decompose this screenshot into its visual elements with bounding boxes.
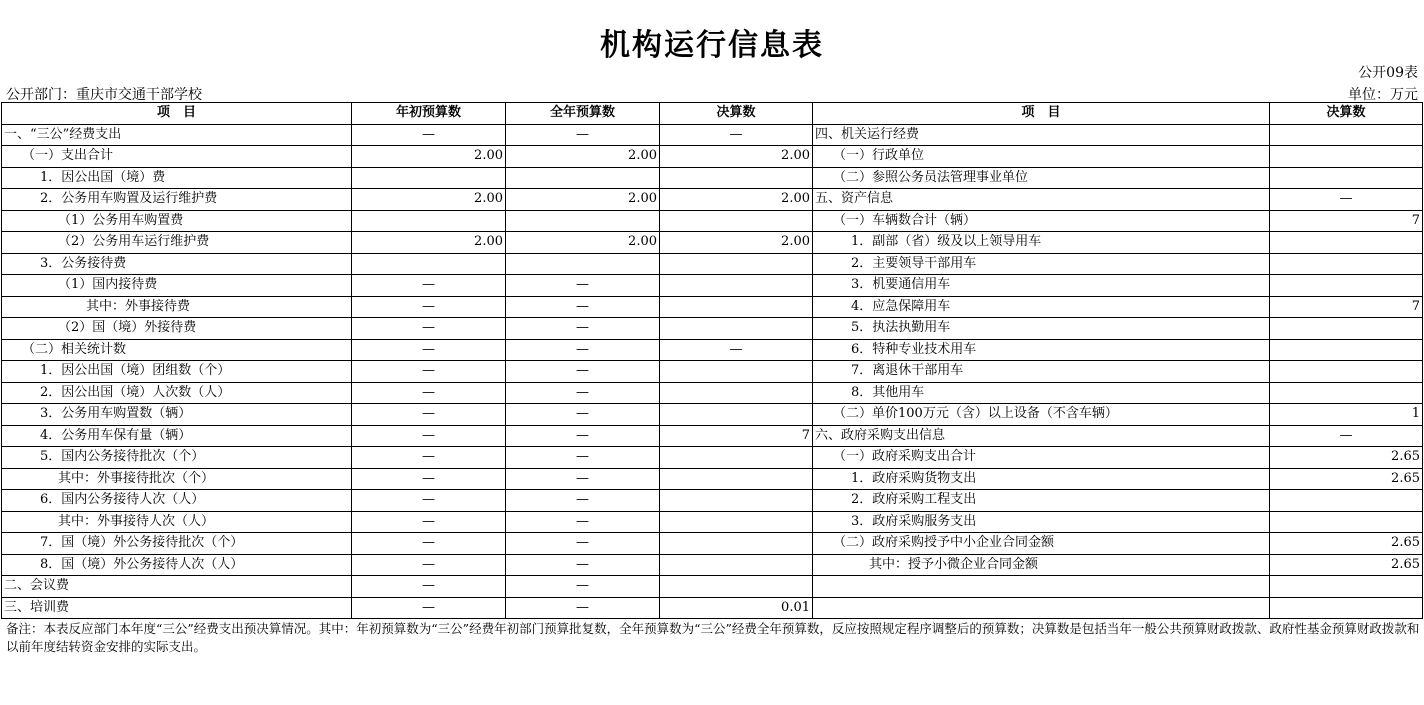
- item-right-cell: 其中：授予小微企业合同金额: [813, 554, 1270, 576]
- item-cell: 1．因公出国（境）团组数（个）: [2, 361, 352, 383]
- item-right-cell: 5．执法执勤用车: [813, 318, 1270, 340]
- item-right-cell: 4．应急保障用车: [813, 296, 1270, 318]
- annual-budget-cell: —: [506, 576, 660, 598]
- item-right-cell: 7．离退休干部用车: [813, 361, 1270, 383]
- header-initial-budget: 年初预算数: [352, 103, 506, 125]
- table-row: [2, 511, 1423, 533]
- annual-budget-cell: —: [506, 425, 660, 447]
- final-account-right-cell: [1270, 576, 1423, 598]
- final-account-cell: [660, 404, 813, 426]
- final-account-cell: [660, 296, 813, 318]
- footnote: 备注：本表反应部门本年度“三公”经费支出预决算情况。其中：年初预算数为“三公”经费年初部门预算批复数，全年预算数为“三公”经费全年预算数，反应按照规定程序调整后的预算数；决算数是包括当年一般公共预算财政拨款、政府性基金预算财政拨款和以前年度结转资金安排的实际支出。: [6, 621, 1420, 654]
- annual-budget-cell: —: [506, 339, 660, 361]
- item-right-cell: （二）单价100万元（含）以上设备（不含车辆）: [813, 404, 1270, 426]
- table-row: [2, 167, 1423, 189]
- initial-budget-cell: —: [352, 275, 506, 297]
- item-right-cell: （二）政府采购授予中小企业合同金额: [813, 533, 1270, 555]
- table-row: [2, 576, 1423, 598]
- final-account-right-cell: 2.65: [1270, 447, 1423, 469]
- final-account-right-cell: [1270, 146, 1423, 168]
- annual-budget-cell: —: [506, 447, 660, 469]
- table-row: [2, 404, 1423, 426]
- final-account-right-cell: [1270, 124, 1423, 146]
- initial-budget-cell: [352, 167, 506, 189]
- final-account-right-cell: 2.65: [1270, 533, 1423, 555]
- item-cell: 5．国内公务接待批次（个）: [2, 447, 352, 469]
- item-cell: 三、培训费: [2, 597, 352, 619]
- annual-budget-cell: —: [506, 275, 660, 297]
- item-cell: 其中：外事接待人次（人）: [2, 511, 352, 533]
- item-cell: 4．公务用车保有量（辆）: [2, 425, 352, 447]
- annual-budget-cell: 2.00: [506, 232, 660, 254]
- header-final-account: 决算数: [660, 103, 813, 125]
- final-account-cell: [660, 382, 813, 404]
- table-row: [2, 146, 1423, 168]
- annual-budget-cell: —: [506, 124, 660, 146]
- initial-budget-cell: —: [352, 554, 506, 576]
- item-right-cell: 四、机关运行经费: [813, 124, 1270, 146]
- page-title: 机构运行信息表: [600, 28, 824, 63]
- final-account-cell: —: [660, 339, 813, 361]
- initial-budget-cell: —: [352, 382, 506, 404]
- item-right-cell: （一）行政单位: [813, 146, 1270, 168]
- final-account-right-cell: [1270, 361, 1423, 383]
- initial-budget-cell: 2.00: [352, 146, 506, 168]
- initial-budget-cell: 2.00: [352, 189, 506, 211]
- item-cell: 其中：外事接待费: [2, 296, 352, 318]
- final-account-right-cell: 7: [1270, 210, 1423, 232]
- table-row: [2, 275, 1423, 297]
- annual-budget-cell: —: [506, 533, 660, 555]
- form-number: 公开09表: [1358, 65, 1418, 81]
- final-account-right-cell: [1270, 232, 1423, 254]
- initial-budget-cell: [352, 253, 506, 275]
- initial-budget-cell: 2.00: [352, 232, 506, 254]
- final-account-right-cell: —: [1270, 425, 1423, 447]
- annual-budget-cell: —: [506, 404, 660, 426]
- item-right-cell: [813, 576, 1270, 598]
- item-right-cell: 3．机要通信用车: [813, 275, 1270, 297]
- final-account-cell: 0.01: [660, 597, 813, 619]
- final-account-cell: 2.00: [660, 232, 813, 254]
- annual-budget-cell: 2.00: [506, 189, 660, 211]
- header-item: 项 目: [2, 103, 352, 125]
- annual-budget-cell: [506, 210, 660, 232]
- table-row: [2, 124, 1423, 146]
- item-cell: （2）公务用车运行维护费: [2, 232, 352, 254]
- table-row: [2, 296, 1423, 318]
- item-cell: 2．公务用车购置及运行维护费: [2, 189, 352, 211]
- final-account-cell: [660, 361, 813, 383]
- item-right-cell: 五、资产信息: [813, 189, 1270, 211]
- initial-budget-cell: [352, 210, 506, 232]
- item-right-cell: 2．主要领导干部用车: [813, 253, 1270, 275]
- item-right-cell: 六、政府采购支出信息: [813, 425, 1270, 447]
- table-row: [2, 425, 1423, 447]
- annual-budget-cell: [506, 167, 660, 189]
- header-annual-budget: 全年预算数: [506, 103, 660, 125]
- header-final-account-right: 决算数: [1270, 103, 1423, 125]
- item-cell: （二）相关统计数: [2, 339, 352, 361]
- final-account-cell: —: [660, 124, 813, 146]
- final-account-cell: 2.00: [660, 146, 813, 168]
- item-right-cell: 2．政府采购工程支出: [813, 490, 1270, 512]
- annual-budget-cell: —: [506, 382, 660, 404]
- department-label: 公开部门：重庆市交通干部学校: [6, 87, 202, 103]
- table-row: [2, 468, 1423, 490]
- final-account-cell: [660, 490, 813, 512]
- initial-budget-cell: —: [352, 468, 506, 490]
- table-row: [2, 189, 1423, 211]
- final-account-right-cell: [1270, 339, 1423, 361]
- initial-budget-cell: —: [352, 533, 506, 555]
- final-account-cell: [660, 533, 813, 555]
- item-cell: 3．公务接待费: [2, 253, 352, 275]
- table-row: [2, 533, 1423, 555]
- table-row: [2, 253, 1423, 275]
- table-row: [2, 318, 1423, 340]
- annual-budget-cell: —: [506, 490, 660, 512]
- final-account-right-cell: [1270, 253, 1423, 275]
- initial-budget-cell: —: [352, 124, 506, 146]
- annual-budget-cell: —: [506, 511, 660, 533]
- final-account-cell: [660, 210, 813, 232]
- table-row: [2, 447, 1423, 469]
- item-cell: 一、“三公”经费支出: [2, 124, 352, 146]
- final-account-cell: [660, 253, 813, 275]
- final-account-cell: [660, 554, 813, 576]
- table-row: [2, 210, 1423, 232]
- item-right-cell: （一）政府采购支出合计: [813, 447, 1270, 469]
- final-account-cell: [660, 447, 813, 469]
- initial-budget-cell: —: [352, 425, 506, 447]
- annual-budget-cell: [506, 253, 660, 275]
- initial-budget-cell: —: [352, 447, 506, 469]
- annual-budget-cell: —: [506, 597, 660, 619]
- initial-budget-cell: —: [352, 576, 506, 598]
- item-right-cell: （二）参照公务员法管理事业单位: [813, 167, 1270, 189]
- annual-budget-cell: —: [506, 554, 660, 576]
- info-table: [1, 102, 1423, 619]
- final-account-cell: [660, 511, 813, 533]
- item-cell: （一）支出合计: [2, 146, 352, 168]
- table-row: [2, 554, 1423, 576]
- final-account-right-cell: —: [1270, 189, 1423, 211]
- table-row: [2, 339, 1423, 361]
- item-right-cell: [813, 597, 1270, 619]
- initial-budget-cell: —: [352, 511, 506, 533]
- initial-budget-cell: —: [352, 597, 506, 619]
- final-account-right-cell: [1270, 597, 1423, 619]
- table-row: [2, 490, 1423, 512]
- unit-label: 单位：万元: [1348, 87, 1418, 103]
- initial-budget-cell: —: [352, 361, 506, 383]
- item-cell: 6．国内公务接待人次（人）: [2, 490, 352, 512]
- final-account-right-cell: [1270, 382, 1423, 404]
- item-cell: 3．公务用车购置数（辆）: [2, 404, 352, 426]
- final-account-right-cell: [1270, 511, 1423, 533]
- table-row: [2, 361, 1423, 383]
- item-cell: （2）国（境）外接待费: [2, 318, 352, 340]
- item-cell: （1）国内接待费: [2, 275, 352, 297]
- final-account-cell: [660, 318, 813, 340]
- item-cell: 2．因公出国（境）人次数（人）: [2, 382, 352, 404]
- item-right-cell: 3．政府采购服务支出: [813, 511, 1270, 533]
- annual-budget-cell: —: [506, 296, 660, 318]
- final-account-cell: [660, 468, 813, 490]
- final-account-cell: [660, 167, 813, 189]
- item-right-cell: 1．副部（省）级及以上领导用车: [813, 232, 1270, 254]
- item-right-cell: 1．政府采购货物支出: [813, 468, 1270, 490]
- final-account-right-cell: 2.65: [1270, 554, 1423, 576]
- final-account-cell: 7: [660, 425, 813, 447]
- item-cell: 8．国（境）外公务接待人次（人）: [2, 554, 352, 576]
- item-right-cell: 6．特种专业技术用车: [813, 339, 1270, 361]
- item-cell: （1）公务用车购置费: [2, 210, 352, 232]
- item-cell: 二、会议费: [2, 576, 352, 598]
- item-cell: 其中：外事接待批次（个）: [2, 468, 352, 490]
- final-account-right-cell: 2.65: [1270, 468, 1423, 490]
- final-account-right-cell: [1270, 318, 1423, 340]
- initial-budget-cell: —: [352, 339, 506, 361]
- header-item-right: 项 目: [813, 103, 1270, 125]
- annual-budget-cell: —: [506, 468, 660, 490]
- item-right-cell: （一）车辆数合计（辆）: [813, 210, 1270, 232]
- final-account-right-cell: [1270, 490, 1423, 512]
- final-account-cell: [660, 275, 813, 297]
- final-account-right-cell: 1: [1270, 404, 1423, 426]
- final-account-right-cell: [1270, 167, 1423, 189]
- annual-budget-cell: —: [506, 361, 660, 383]
- annual-budget-cell: —: [506, 318, 660, 340]
- item-cell: 1．因公出国（境）费: [2, 167, 352, 189]
- initial-budget-cell: —: [352, 404, 506, 426]
- initial-budget-cell: —: [352, 296, 506, 318]
- initial-budget-cell: —: [352, 318, 506, 340]
- final-account-cell: 2.00: [660, 189, 813, 211]
- table-row: [2, 597, 1423, 619]
- final-account-cell: [660, 576, 813, 598]
- initial-budget-cell: —: [352, 490, 506, 512]
- item-cell: 7．国（境）外公务接待批次（个）: [2, 533, 352, 555]
- table-row: [2, 382, 1423, 404]
- annual-budget-cell: 2.00: [506, 146, 660, 168]
- final-account-right-cell: 7: [1270, 296, 1423, 318]
- table-header-row: [2, 103, 1423, 125]
- item-right-cell: 8．其他用车: [813, 382, 1270, 404]
- table-row: [2, 232, 1423, 254]
- final-account-right-cell: [1270, 275, 1423, 297]
